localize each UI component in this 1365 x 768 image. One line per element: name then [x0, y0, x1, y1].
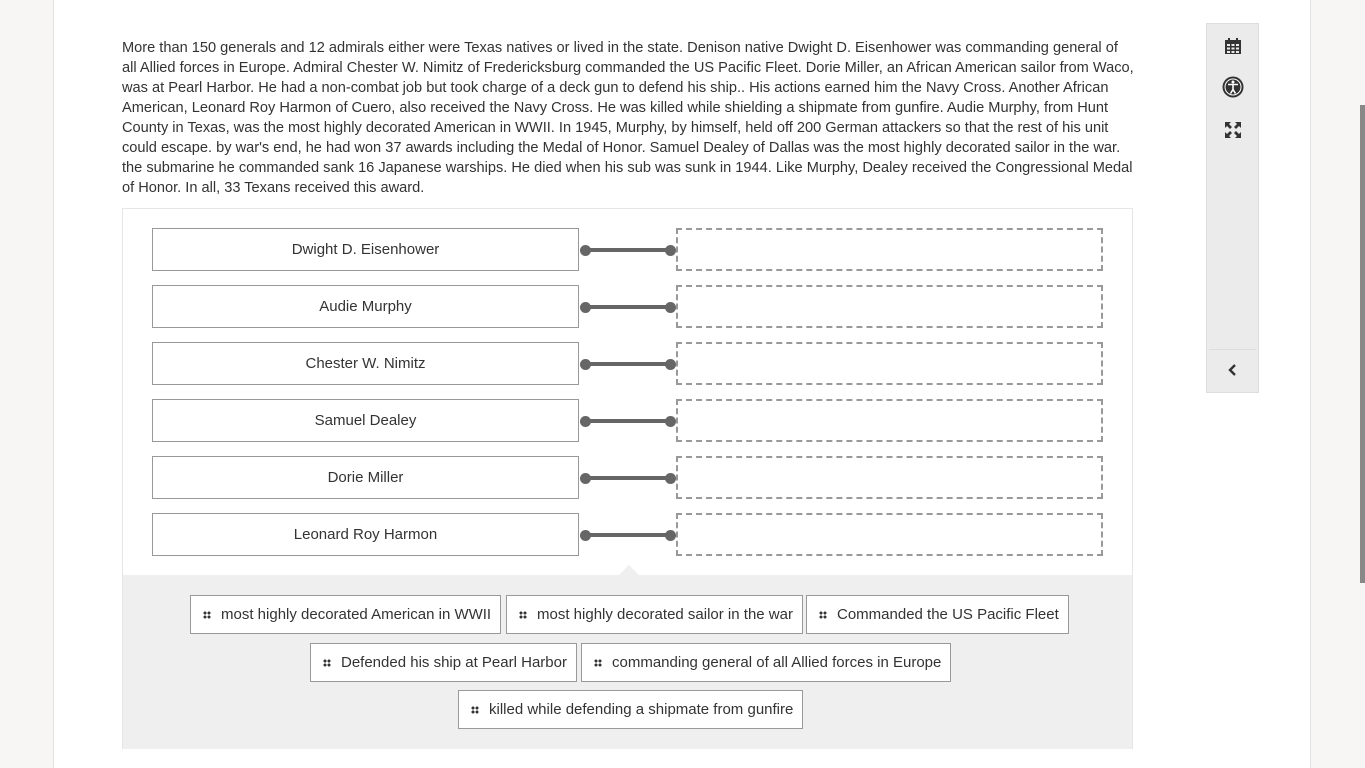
drag-handle-icon — [819, 611, 827, 619]
option-label: most highly decorated sailor in the war — [537, 606, 793, 623]
drop-zone[interactable] — [676, 228, 1103, 271]
accessibility-button[interactable] — [1207, 67, 1258, 107]
option-label: commanding general of all Allied forces in Europe — [612, 654, 942, 671]
draggable-option[interactable] — [190, 595, 501, 634]
draggable-option[interactable] — [581, 643, 951, 682]
drop-zone[interactable] — [676, 456, 1103, 499]
drag-handle-icon — [323, 659, 331, 667]
connector — [580, 245, 676, 255]
connector-dot — [580, 302, 591, 313]
connector-line — [586, 419, 670, 423]
accessibility-icon — [1222, 76, 1244, 98]
match-row — [152, 399, 1103, 442]
match-row — [152, 342, 1103, 385]
match-row — [152, 456, 1103, 499]
drop-zone[interactable] — [676, 342, 1103, 385]
drag-handle-icon — [594, 659, 602, 667]
connector-dot — [665, 359, 676, 370]
connector-line — [586, 248, 670, 252]
connector — [580, 473, 676, 483]
draggable-option[interactable] — [310, 643, 577, 682]
connector-line — [586, 305, 670, 309]
draggable-option[interactable] — [458, 690, 803, 729]
option-label: most highly decorated American in WWII — [221, 606, 492, 623]
connector-dot — [665, 245, 676, 256]
connector-line — [586, 476, 670, 480]
pool-notch — [619, 565, 639, 575]
connector-dot — [665, 473, 676, 484]
connector — [580, 530, 676, 540]
connector-line — [586, 362, 670, 366]
connector-dot — [580, 359, 591, 370]
connector-dot — [580, 416, 591, 427]
source-item: Chester W. Nimitz — [152, 342, 579, 385]
calendar-icon — [1224, 37, 1242, 55]
connector — [580, 416, 676, 426]
option-label: Commanded the US Pacific Fleet — [837, 606, 1059, 623]
match-row — [152, 513, 1103, 556]
draggable-option[interactable] — [506, 595, 803, 634]
drag-handle-icon — [203, 611, 211, 619]
connector-dot — [580, 530, 591, 541]
connector-dot — [580, 245, 591, 256]
draggable-option[interactable] — [806, 595, 1069, 634]
drop-zone[interactable] — [676, 285, 1103, 328]
scrollbar[interactable] — [1360, 105, 1365, 583]
collapse-sidebar-button[interactable] — [1207, 350, 1258, 390]
option-label: Defended his ship at Pearl Harbor — [341, 654, 567, 671]
connector — [580, 359, 676, 369]
chevron-left-icon — [1228, 364, 1238, 376]
drag-handle-icon — [519, 611, 527, 619]
source-item: Leonard Roy Harmon — [152, 513, 579, 556]
fullscreen-icon — [1224, 121, 1242, 139]
connector-line — [586, 533, 670, 537]
option-label: killed while defending a shipmate from gunfire — [489, 701, 794, 718]
tool-sidebar — [1206, 23, 1259, 393]
drop-zone[interactable] — [676, 399, 1103, 442]
drag-handle-icon — [471, 706, 479, 714]
source-item: Audie Murphy — [152, 285, 579, 328]
calendar-button[interactable] — [1207, 26, 1258, 66]
drop-zone[interactable] — [676, 513, 1103, 556]
connector — [580, 302, 676, 312]
source-item: Dwight D. Eisenhower — [152, 228, 579, 271]
match-row — [152, 285, 1103, 328]
source-item: Samuel Dealey — [152, 399, 579, 442]
match-row — [152, 228, 1103, 271]
connector-dot — [665, 302, 676, 313]
connector-dot — [665, 416, 676, 427]
fullscreen-button[interactable] — [1207, 110, 1258, 150]
source-item: Dorie Miller — [152, 456, 579, 499]
connector-dot — [665, 530, 676, 541]
answer-pool — [123, 575, 1132, 749]
matching-activity — [122, 208, 1133, 749]
reading-passage: More than 150 generals and 12 admirals either were Texas natives or lived in the state. Denison native Dwight D. Eisenhower was commanding general of all Allied forces in Europe. Admiral Chester W. Nimitz of Fredericksburg commanded the US Pacific Fleet. Dorie Miller, an African American sailor from Waco, was at Pearl Harbor. He had a non-combat job but took charge of a deck gun to defend his ship.. His actions earned him the Navy Cross. Another African American, Leonard Roy Harmon of Cuero, also received the Navy Cross. He was killed while shielding a shipmate from gunfire. Audie Murphy, from Hunt County in Texas, was the most highly decorated American in WWII. In 1945, Murphy, by himself, held off 200 German attackers so that the rest of his unit could escape. by war's end, he had won 37 awards including the Medal of Honor. Samuel Dealey of Dallas was the most highly decorated sailor in the war. the submarine he commanded sank 16 Japanese warships. He died when his sub was sunk in 1944. Like Murphy, Dealey received the Congressional Medal of Honor. In all, 33 Texans received this award. — [122, 40, 1134, 196]
connector-dot — [580, 473, 591, 484]
